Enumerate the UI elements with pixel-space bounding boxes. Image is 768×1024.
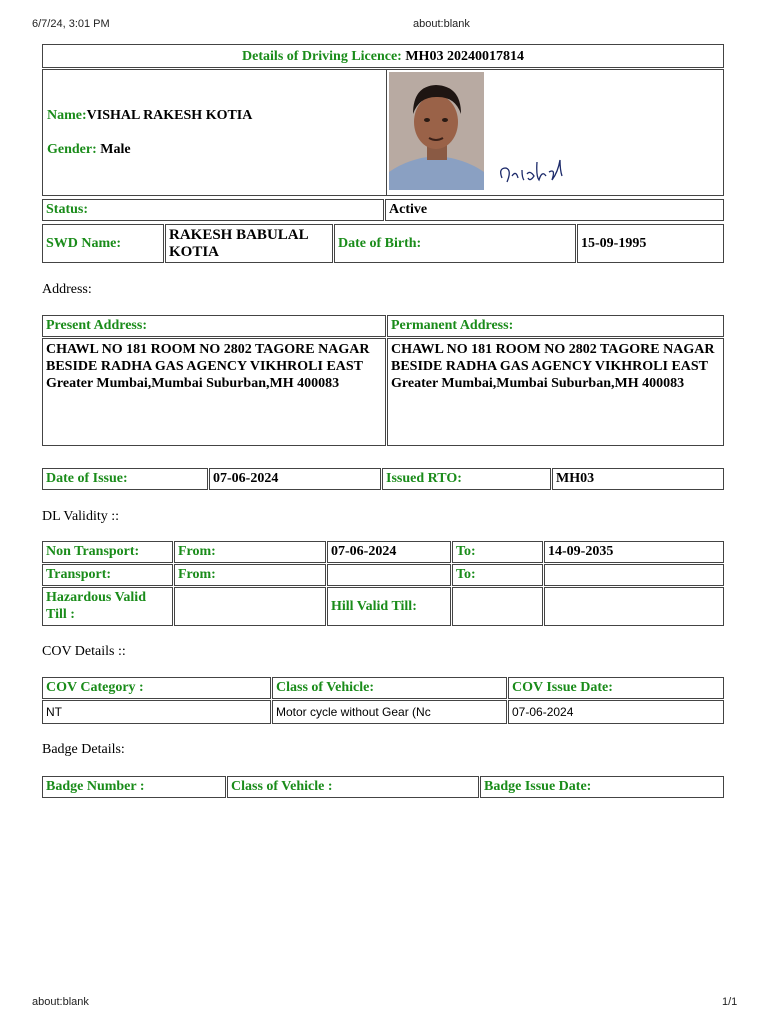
print-page-count: 1/1 [722,996,738,1008]
non-transport-label: Non Transport: [46,544,140,559]
badge-number-header [42,776,226,798]
licence-title [42,44,724,68]
licence-number: MH03 20240017814 [405,48,524,64]
gender-value: Male [100,142,131,157]
dob-value-cell [577,224,724,263]
cov-row-issue: 07-06-2024 [512,704,574,719]
cov-class-label: Class of Vehicle: [276,680,374,695]
tr-to-label-cell [452,564,543,586]
hazardous-value-cell [174,587,326,626]
cov-row-category: NT [46,704,62,719]
cov-heading: COV Details :: [42,644,126,659]
non-transport-label-cell [42,541,173,563]
cov-category-header [42,677,271,699]
permanent-address-cell [387,338,724,446]
status-value-cell [385,199,724,221]
cov-row-class: Motor cycle without Gear (Nc [276,704,431,719]
permanent-address-label-cell [387,315,724,337]
permanent-address-label: Permanent Address: [391,318,514,333]
swd-value-cell [165,224,333,263]
nt-from-label-cell [174,541,326,563]
holder-signature [494,152,580,192]
validity-heading: DL Validity :: [42,509,119,524]
tr-to-label: To: [456,567,476,582]
hill-value-cell-2 [544,587,724,626]
hazardous-label: Hazardous Valid Till : [46,590,146,622]
issued-rto-label: Issued RTO: [386,471,462,486]
present-address-label: Present Address: [46,318,147,333]
cov-issue-label: COV Issue Date: [512,680,613,695]
print-footer-url: about:blank [32,996,89,1008]
nt-to-value-cell [544,541,724,563]
cov-issue-header [508,677,724,699]
tr-to-value-cell [544,564,724,586]
issue-date-label-cell [42,468,208,490]
cov-category-label: COV Category : [46,680,144,695]
cov-row-issue-cell [508,700,724,724]
issued-rto-label-cell [382,468,551,490]
tr-from-label: From: [178,567,216,582]
cov-class-header [272,677,507,699]
transport-label: Transport: [46,567,112,582]
present-address-line1: CHAWL NO 181 ROOM NO 2802 TAGORE NAGAR [46,342,370,357]
name-value: VISHAL RAKESH KOTIA [86,108,253,123]
permanent-address-line1: CHAWL NO 181 ROOM NO 2802 TAGORE NAGAR [391,342,715,357]
dob-value: 15-09-1995 [581,236,647,251]
issue-date-value-cell [209,468,381,490]
issued-rto-value: MH03 [556,471,595,486]
badge-class-header [227,776,479,798]
address-heading: Address: [42,282,92,297]
issue-date-value: 07-06-2024 [213,471,279,486]
dob-label: Date of Birth: [338,236,422,251]
present-address-cell [42,338,386,446]
table-row [42,700,271,724]
nt-from-value: 07-06-2024 [331,544,397,559]
issue-date-label: Date of Issue: [46,471,128,486]
status-label: Status: [46,202,89,217]
nt-to-value: 14-09-2035 [548,544,614,559]
tr-from-label-cell [174,564,326,586]
issued-rto-value-cell [552,468,724,490]
holder-photo [389,72,484,190]
badge-heading: Badge Details: [42,742,125,757]
present-address-line3: Greater Mumbai,Mumbai Suburban,MH 400083 [46,376,340,391]
gender-row [47,142,131,158]
badge-issue-label: Badge Issue Date: [484,779,592,794]
print-datetime: 6/7/24, 3:01 PM [32,18,110,30]
swd-label: SWD Name: [46,236,122,251]
badge-class-label: Class of Vehicle : [231,779,333,794]
status-value: Active [389,202,428,217]
hill-label-cell [327,587,451,626]
nt-to-label: To: [456,544,476,559]
tr-from-value-cell [327,564,451,586]
nt-from-value-cell [327,541,451,563]
cov-row-class-cell [272,700,507,724]
swd-label-cell [42,224,164,263]
permanent-address-line3: Greater Mumbai,Mumbai Suburban,MH 400083 [391,376,685,391]
hazardous-label-cell [42,587,173,626]
badge-number-label: Badge Number : [46,779,145,794]
print-page-title: about:blank [413,18,470,30]
dob-label-cell [334,224,576,263]
status-label-cell [42,199,384,221]
nt-from-label: From: [178,544,216,559]
hill-value-cell-1 [452,587,543,626]
nt-to-label-cell [452,541,543,563]
present-address-line2: BESIDE RADHA GAS AGENCY VIKHROLI EAST [46,359,364,374]
name-row [47,108,252,124]
badge-issue-header [480,776,724,798]
gender-label: Gender: [47,142,97,157]
present-address-label-cell [42,315,386,337]
hill-label: Hill Valid Till: [331,599,417,614]
swd-value: RAKESH BABULAL KOTIA [169,226,308,260]
permanent-address-line2: BESIDE RADHA GAS AGENCY VIKHROLI EAST [391,359,709,374]
transport-label-cell [42,564,173,586]
licence-title-label: Details of Driving Licence: [242,48,402,64]
name-label: Name: [47,108,87,123]
